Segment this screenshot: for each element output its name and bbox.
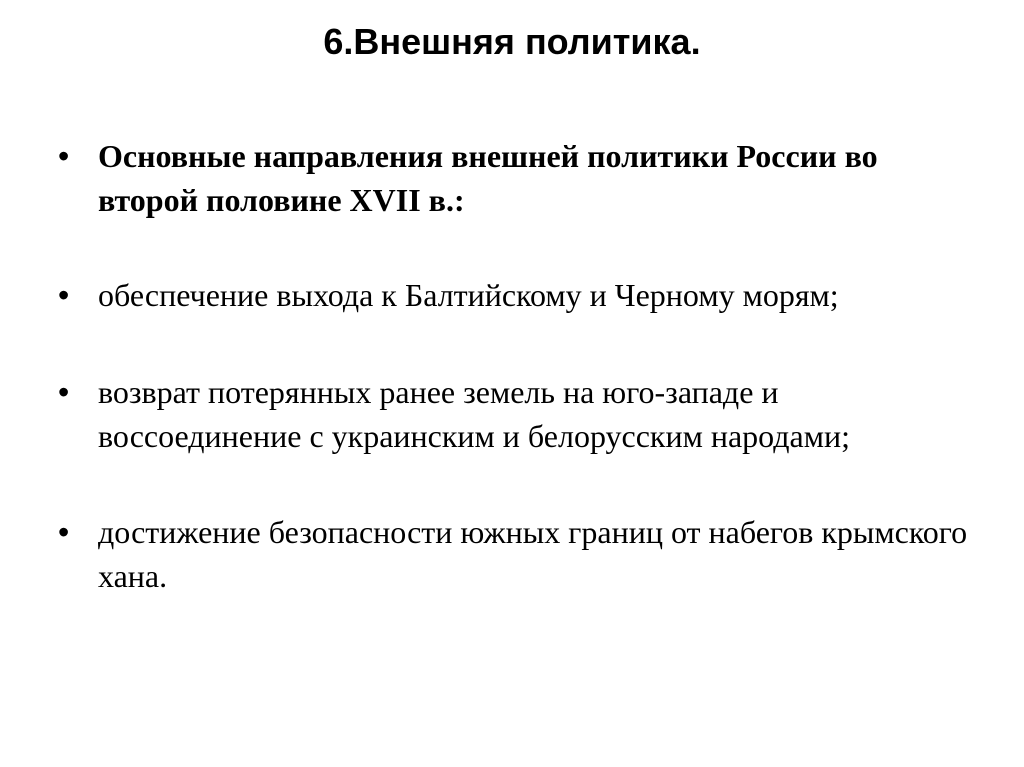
- bullet-item-heading: [58, 134, 978, 222]
- bullet-text: возврат потерянных ранее земель на юго-западе и воссоединение с украинским и белорусским народами;: [98, 374, 850, 454]
- bullet-marker: •: [58, 374, 70, 410]
- bullet-marker: •: [58, 514, 70, 550]
- bullet-item: [58, 273, 978, 317]
- bullet-text: обеспечение выхода к Балтийскому и Черному морям;: [98, 277, 839, 313]
- bullet-text: Основные направления внешней политики России во второй половине XVII в.:: [98, 138, 878, 218]
- slide-title: 6.Внешняя политика.: [323, 21, 701, 62]
- bullet-item: [58, 510, 978, 598]
- bullet-marker: •: [58, 138, 70, 174]
- bullet-text: достижение безопасности южных границ от набегов крымского хана.: [98, 514, 968, 594]
- bullet-marker: •: [58, 277, 70, 313]
- bullet-item: [58, 370, 978, 458]
